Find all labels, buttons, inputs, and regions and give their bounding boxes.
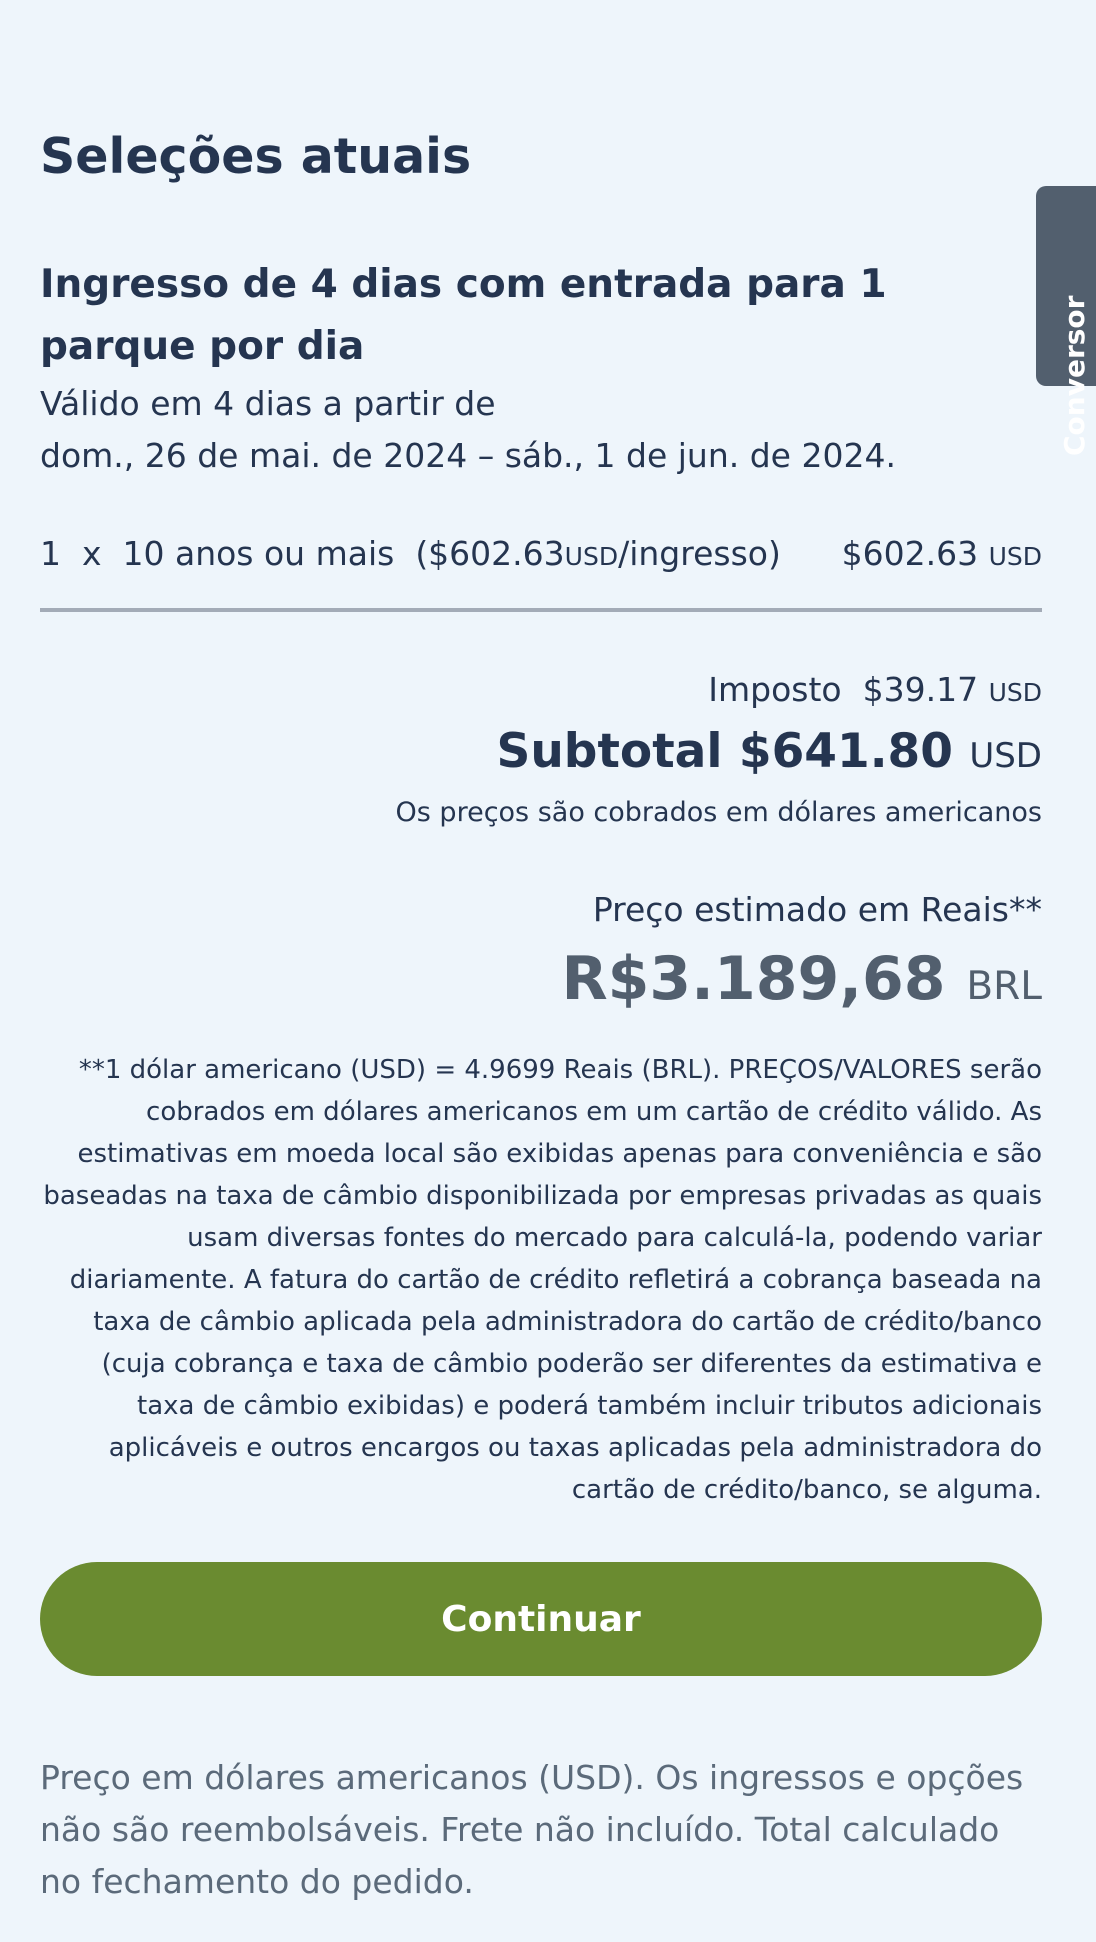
line-item-total-currency: USD: [988, 542, 1042, 571]
line-item-total: [842, 534, 1042, 573]
validity-info: [40, 378, 896, 482]
line-item-unit-currency: USD: [564, 542, 619, 571]
estimate-price: [561, 944, 1042, 1014]
exchange-rate-disclaimer: **1 dólar americano (USD) = 4.9699 Reais (BRL). PREÇOS/VALORES serão cobrados em dólares americanos em um cartão de crédito válido. As estimativas em moeda local são exibidas apenas para conveniência e são baseadas na taxa de câmbio disponibilizada por empresas privadas as quais usam diversas fontes do mercado para calculá-la, podendo variar diariamente. A fatura do cartão de crédito refletirá a cobrança baseada na taxa de câmbio aplicada pela administradora do cartão de crédito/banco (cuja cobrança e taxa de câmbio poderão ser diferentes da estimativa e taxa de câmbio exibidas) e poderá também incluir tributos adicionais aplicáveis e outros encargos ou taxas aplicadas pela administradora do cartão de crédito/banco, se alguma.: [43, 1055, 1042, 1505]
estimate-label: Preço estimado em Reais**: [592, 890, 1042, 929]
line-item-description: [40, 534, 781, 573]
line-item-quantity: 1: [40, 534, 61, 573]
estimate-amount: R$3.189,68: [561, 944, 946, 1014]
divider: [40, 608, 1042, 612]
currency-charge-note: Os preços são cobrados em dólares americanos: [395, 797, 1042, 828]
estimate-currency: BRL: [966, 964, 1042, 1009]
subtotal-currency: USD: [969, 736, 1042, 776]
line-item-times: x: [81, 534, 102, 573]
ticket-name: Ingresso de 4 dias com entrada para 1 parque por dia: [40, 262, 887, 369]
subtotal-amount: $641.80: [738, 724, 953, 779]
validity-line-1: Válido em 4 dias a partir de: [40, 384, 496, 423]
continue-button[interactable]: Continuar: [40, 1562, 1042, 1676]
tax-label: Imposto: [708, 670, 842, 709]
subtotal-label: Subtotal: [496, 724, 723, 779]
line-item-total-amount: $602.63: [841, 534, 979, 573]
tax-row: [708, 670, 1042, 709]
tax-amount: $39.17: [862, 670, 979, 709]
tax-currency: USD: [988, 678, 1042, 707]
currency-converter-tab[interactable]: [1036, 186, 1096, 456]
footer-note: Preço em dólares americanos (USD). Os ingressos e opções não são reembolsáveis. Frete não incluído. Total calculado no fechamento do pedido.: [40, 1758, 1024, 1901]
line-item-unit-suffix: /ingresso): [618, 534, 781, 573]
page-title: Seleções atuais: [40, 128, 472, 185]
line-item-age-group: 10 anos ou mais: [122, 534, 395, 573]
converter-tab-label: Conversor: [1058, 295, 1091, 456]
line-item-row: [40, 534, 1042, 586]
validity-dates: dom., 26 de mai. de 2024 – sáb., 1 de jun. de 2024.: [40, 436, 896, 475]
line-item-unit-price: ($602.63: [415, 534, 565, 573]
subtotal-row: [497, 724, 1043, 779]
